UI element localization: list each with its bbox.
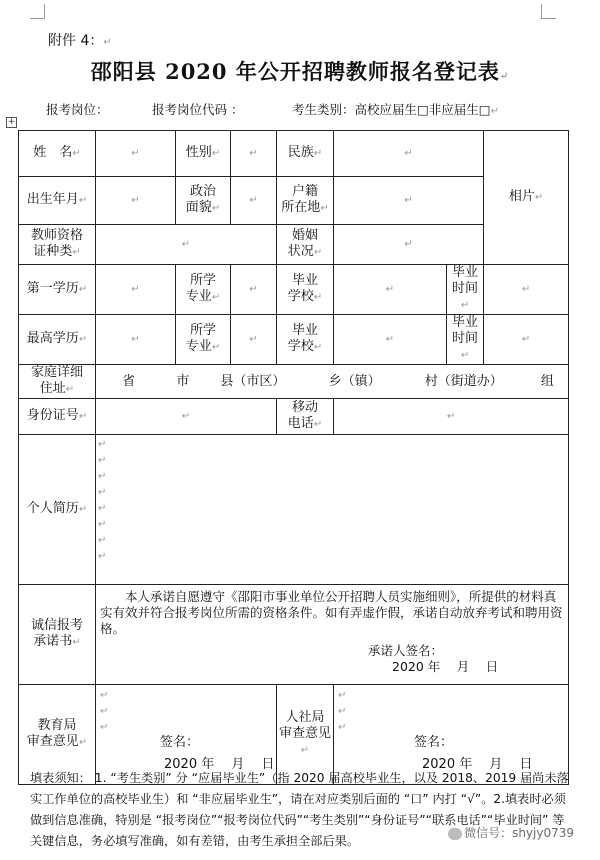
crop-mark-right bbox=[541, 4, 556, 19]
marital-label: 婚姻 状况↵ bbox=[277, 225, 334, 265]
address-group: 组 bbox=[540, 373, 554, 389]
address-county: 县（市区） bbox=[220, 373, 286, 389]
idcard-label: 身份证号↵ bbox=[19, 399, 96, 435]
highest-gradtime-field[interactable]: ↵ bbox=[484, 315, 569, 365]
address-label: 家庭详细 住址↵ bbox=[19, 365, 96, 399]
row-name bbox=[19, 131, 569, 177]
hr-sign-label: 签名： bbox=[414, 735, 454, 750]
attachment-label: 附件 4：↵ bbox=[48, 33, 112, 49]
address-village: 村（街道办） bbox=[424, 373, 503, 389]
mobile-field[interactable]: ↵ bbox=[334, 399, 569, 435]
highest-school-field[interactable]: ↵ bbox=[334, 315, 447, 365]
gender-label: 性别↵ bbox=[176, 131, 231, 177]
first-school-label: 毕业 学校↵ bbox=[277, 265, 334, 315]
ethnicity-field[interactable]: ↵ bbox=[334, 131, 484, 177]
pledge-label: 诚信报考 承诺书↵ bbox=[19, 585, 96, 685]
first-degree-field[interactable]: ↵ bbox=[96, 265, 176, 315]
political-field[interactable]: ↵ bbox=[231, 177, 277, 225]
hr-review-label: 人社局 审查意见↵ bbox=[277, 685, 334, 785]
idcard-field[interactable]: ↵ bbox=[96, 399, 277, 435]
gender-field[interactable]: ↵ bbox=[231, 131, 277, 177]
filling-notes: 填表须知： 1. “考生类别” 分 “应届毕业生”（指 2020 届高校毕业生，以及 2018、2019 届尚未落实工作单位的高校毕业生）和 “非应届毕业生”，请在对应类别后面的 “口” 内打 “√”。2.填表时必须做到信息准确，特别是 “报考岗位”“报考岗位代码”“考生类别”“身份证号”“联系电话”“毕业时间” 等关键信息，务必填写准确，如有差错，由考生承担全部后果。 bbox=[30, 771, 569, 848]
highest-degree-field[interactable]: ↵ bbox=[96, 315, 176, 365]
first-school-field[interactable]: ↵ bbox=[334, 265, 447, 315]
marital-field[interactable]: ↵ bbox=[334, 225, 484, 265]
first-gradtime-field[interactable]: ↵ bbox=[484, 265, 569, 315]
row-resume bbox=[19, 435, 569, 585]
watermark: 微信号：shyjy0739 bbox=[448, 824, 574, 841]
post-code-label: 报考岗位代码 ： bbox=[152, 102, 244, 117]
pledge-field bbox=[96, 585, 569, 685]
pledge-signer: 承诺人签名： bbox=[368, 643, 444, 658]
hukou-label: 户籍 所在地↵ bbox=[277, 177, 334, 225]
row-first-degree bbox=[19, 265, 569, 315]
political-label: 政治 面貌↵ bbox=[176, 177, 231, 225]
hr-review-field[interactable]: ↵ ↵ ↵ 签名： 2020 年 月 日 bbox=[334, 685, 569, 785]
pledge-date: 2020 年 月 日 bbox=[392, 659, 499, 674]
row-id bbox=[19, 399, 569, 435]
wechat-icon bbox=[448, 828, 462, 840]
edu-review-field[interactable]: ↵ ↵ ↵ 签名： 2020 年 月 日 bbox=[96, 685, 277, 785]
birth-field[interactable]: ↵ bbox=[96, 177, 176, 225]
highest-major-label: 所学 专业↵ bbox=[176, 315, 231, 365]
highest-gradtime-label: 毕业 时间↵ bbox=[447, 315, 484, 365]
first-major-label: 所学 专业↵ bbox=[176, 265, 231, 315]
resume-field[interactable]: ↵ ↵ ↵ ↵ ↵ ↵ ↵ ↵ bbox=[96, 435, 569, 585]
photo-box[interactable]: 相片↵ bbox=[484, 131, 569, 265]
post-label: 报考岗位： bbox=[46, 102, 109, 117]
registration-form-table bbox=[18, 130, 569, 785]
row-address bbox=[19, 365, 569, 399]
birth-label: 出生年月↵ bbox=[19, 177, 96, 225]
address-town: 乡（镇） bbox=[328, 373, 381, 389]
edu-review-label: 教育局 审查意见↵ bbox=[19, 685, 96, 785]
row-pledge bbox=[19, 585, 569, 685]
cert-label: 教师资格 证种类↵ bbox=[19, 225, 96, 265]
address-province: 省 bbox=[122, 373, 136, 389]
highest-school-label: 毕业 学校↵ bbox=[277, 315, 334, 365]
highest-major-field[interactable]: ↵ bbox=[231, 315, 277, 365]
address-city: 市 bbox=[176, 373, 190, 389]
mobile-label: 移动 电话↵ bbox=[277, 399, 334, 435]
address-field[interactable] bbox=[96, 365, 569, 399]
first-degree-label: 第一学历↵ bbox=[19, 265, 96, 315]
category-label: 考生类别：高校应届生□非应届生□↵ bbox=[292, 102, 500, 117]
table-move-handle[interactable]: + bbox=[7, 117, 16, 127]
page-title: 邵阳县 2020 年公开招聘教师报名登记表↵ bbox=[90, 59, 510, 84]
hukou-field[interactable]: ↵ bbox=[334, 177, 484, 225]
first-gradtime-label: 毕业 时间↵ bbox=[447, 265, 484, 315]
hr-date: 2020 年 月 日 bbox=[422, 757, 533, 772]
crop-mark-left bbox=[30, 4, 45, 19]
ethnicity-label: 民族↵ bbox=[277, 131, 334, 177]
cert-field[interactable]: ↵ bbox=[96, 225, 277, 265]
row-highest-degree bbox=[19, 315, 569, 365]
resume-label: 个人简历↵ bbox=[19, 435, 96, 585]
first-major-field[interactable]: ↵ bbox=[231, 265, 277, 315]
name-field[interactable]: ↵ bbox=[96, 131, 176, 177]
highest-degree-label: 最高学历↵ bbox=[19, 315, 96, 365]
pledge-text: 本人承诺自愿遵守《邵阳市事业单位公开招聘人员实施细则》，所提供的材料真实有效并符合报考岗位所需的资格条件。如有弄虚作假，承诺自动放弃考试和聘用资格。 bbox=[100, 589, 563, 636]
name-label: 姓 名↵ bbox=[19, 131, 96, 177]
edu-sign-label: 签名： bbox=[160, 735, 200, 750]
edu-date: 2020 年 月 日 bbox=[164, 757, 275, 772]
